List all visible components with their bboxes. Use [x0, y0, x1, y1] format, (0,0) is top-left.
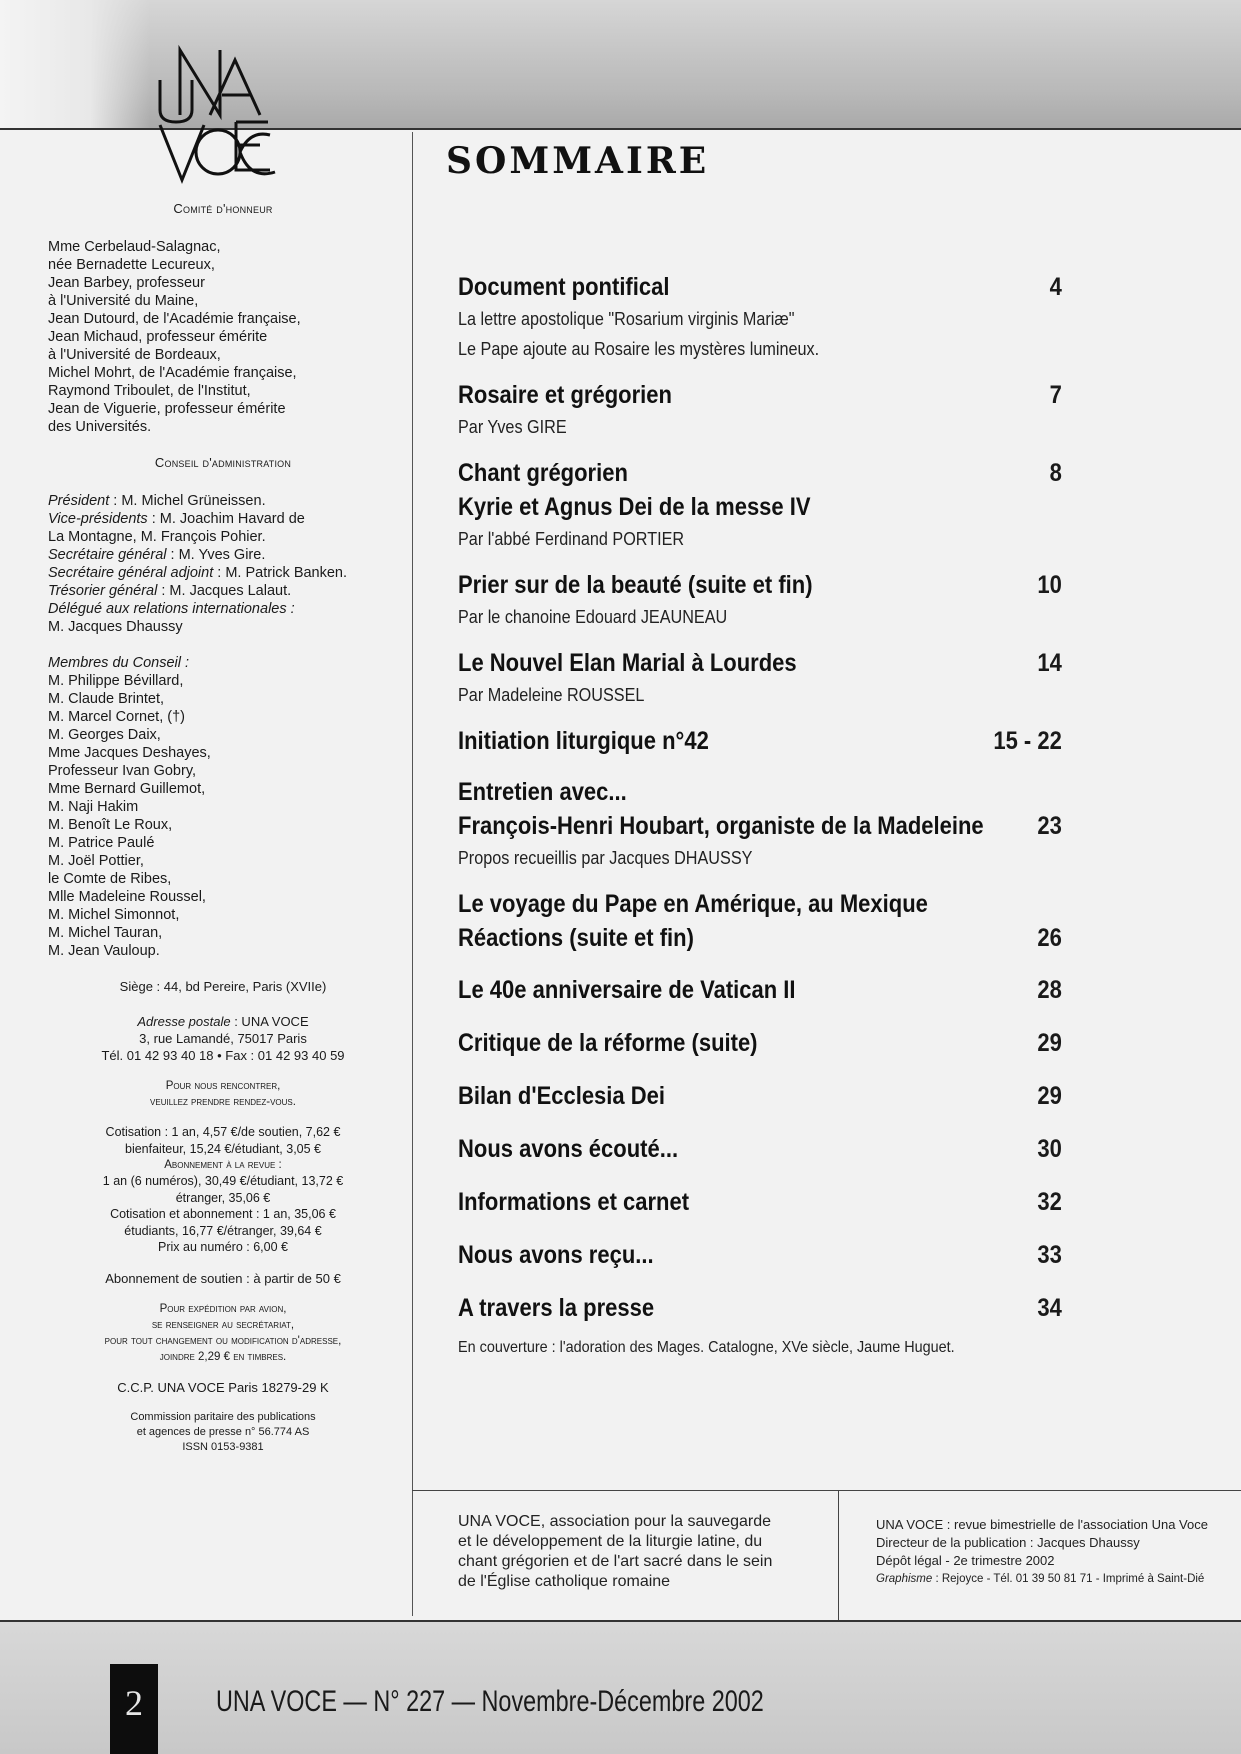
graphisme-line [876, 1570, 1236, 1588]
conseil-roles [48, 492, 398, 636]
toc-entry[interactable] [458, 887, 1062, 955]
toc-entry[interactable] [458, 1291, 1062, 1325]
association-line: de l'Église catholique romaine [458, 1573, 671, 1590]
conseil-heading: Conseil d'administration [154, 455, 292, 470]
cotisation-line: bienfaiteur, 15,24 €/étudiant, 3,05 € [125, 1141, 321, 1156]
toc-entry[interactable] [458, 724, 1062, 758]
toc-entry-page: 33 [1037, 1241, 1062, 1269]
role-line [48, 546, 398, 564]
toc-entry-page: 23 [1037, 812, 1062, 840]
membre-line: M. Benoît Le Roux, [48, 817, 173, 833]
footer-issue: UNA VOCE — N° 227 — Novembre-Décembre 2002 [216, 1685, 764, 1718]
page-number: 2 [110, 1664, 158, 1754]
toc-entry-title: Entretien avec... [458, 778, 627, 806]
toc-entry[interactable] [458, 646, 1062, 710]
comite-line: Michel Mohrt, de l'Académie française, [48, 365, 297, 381]
toc-entry-title: Initiation liturgique n°42 [458, 727, 709, 755]
toc-entry-page: 14 [1037, 649, 1062, 677]
cotisation-line: Cotisation et abonnement : 1 an, 35,06 € [110, 1207, 336, 1221]
role-label: Secrétaire général [48, 547, 167, 563]
ccp: C.C.P. UNA VOCE Paris 18279-29 K [117, 1379, 329, 1395]
membre-line: M. Joël Pottier, [48, 853, 144, 869]
toc-entry-title: Prier sur de la beauté (suite et fin) [458, 571, 813, 599]
depot-legal: Dépôt légal - 2e trimestre 2002 [876, 1553, 1055, 1568]
toc-entry-page: 26 [1037, 924, 1062, 952]
membre-line: Professeur Ivan Gobry, [48, 763, 197, 779]
toc-entry-title-2: François-Henri Houbart, organiste de la Madeleine [458, 812, 984, 840]
membre-line: M. Michel Simonnot, [48, 907, 180, 923]
role-line [48, 600, 398, 618]
toc-entry-page: 30 [1037, 1135, 1062, 1163]
cotisation-block [48, 1124, 398, 1256]
una-voce-logo [140, 40, 320, 190]
membre-line: Mlle Madeleine Roussel, [48, 889, 206, 905]
box-divider [838, 1490, 839, 1620]
toc-entry[interactable] [458, 1132, 1062, 1166]
toc-entry-title: Le Nouvel Elan Marial à Lourdes [458, 649, 797, 677]
toc-entry-title: Le 40e anniversaire de Vatican II [458, 976, 796, 1004]
comite-heading: Comité d'honneur [173, 201, 273, 216]
membre-line: M. Marcel Cornet, (†) [48, 709, 185, 725]
toc-entry-subtitle: Par Yves GIRE [458, 417, 567, 437]
publication-director: Directeur de la publication : Jacques Dhaussy [876, 1535, 1140, 1550]
toc-entry-title: Bilan d'Ecclesia Dei [458, 1082, 665, 1110]
publication-name: UNA VOCE [876, 1517, 944, 1532]
expedition-block [48, 1301, 398, 1365]
toc-entry[interactable] [458, 1185, 1062, 1219]
role-line [48, 582, 398, 600]
toc-entry-page: 29 [1037, 1082, 1062, 1110]
role-label: Secrétaire général adjoint [48, 565, 214, 581]
membre-line: M. Georges Daix, [48, 727, 161, 743]
toc-entry[interactable] [458, 1238, 1062, 1272]
cotisation-line: 1 an (6 numéros), 30,49 €/étudiant, 13,72 € [102, 1174, 344, 1188]
soutien: Abonnement de soutien : à partir de 50 € [105, 1270, 341, 1286]
toc-entry-title: Informations et carnet [458, 1188, 690, 1216]
role-name: : M. Michel Grüneissen. [109, 493, 266, 509]
top-band-fade [0, 0, 150, 130]
toc-entry-subtitle: Le Pape ajoute au Rosaire les mystères lumineux. [458, 339, 820, 359]
toc-entry-subtitle: Par l'abbé Ferdinand PORTIER [458, 529, 685, 549]
expedition-line: Pour expédition par avion, [159, 1302, 287, 1315]
comite-line: Raymond Triboulet, de l'Institut, [48, 383, 251, 399]
comite-line: Jean Barbey, professeur [48, 275, 205, 291]
toc-entry-page: 29 [1037, 1029, 1062, 1057]
toc-entry-subtitle: La lettre apostolique "Rosarium virginis Mariæ" [458, 309, 795, 329]
graphisme-text: : Rejoyce - Tél. 01 39 50 81 71 - Imprimé à Saint-Dié [932, 1573, 1205, 1585]
toc-entry[interactable] [458, 973, 1062, 1007]
cover-note: En couverture : l'adoration des Mages. Catalogne, XVe siècle, Jaume Huguet. [458, 1339, 955, 1356]
toc-entry[interactable] [458, 1026, 1062, 1060]
siege: Siège : 44, bd Pereire, Paris (XVIIe) [119, 979, 327, 994]
association-line: chant grégorien et de l'art sacré dans le sein [458, 1553, 773, 1570]
rencontrer-block [48, 1078, 398, 1110]
adresse-block [48, 1013, 398, 1064]
role-line [48, 510, 398, 528]
toc-entry-title: A travers la presse [458, 1294, 655, 1322]
toc-entry[interactable] [458, 568, 1062, 632]
toc-entry-page: 4 [1049, 273, 1062, 301]
toc-entry-page: 34 [1037, 1294, 1062, 1322]
toc-entry[interactable] [458, 378, 1062, 442]
cotisation-line: étudiants, 16,77 €/étranger, 39,64 € [124, 1223, 322, 1238]
role-name: M. Jacques Dhaussy [48, 619, 183, 635]
toc-entry-subtitle: Propos recueillis par Jacques DHAUSSY [458, 848, 753, 868]
toc-entry[interactable] [458, 775, 1062, 873]
membre-line: Mme Jacques Deshayes, [48, 745, 211, 761]
membres-heading: Membres du Conseil : [48, 655, 190, 671]
toc-entry-page: 15 - 22 [993, 727, 1062, 755]
comite-line: des Universités. [48, 419, 152, 435]
expedition-line: se renseigner au secrétariat, [151, 1318, 295, 1331]
sommaire-title: SOMMAIRE [446, 140, 710, 182]
adresse-label: Adresse postale [137, 1014, 231, 1029]
toc-entry-title: Chant grégorien [458, 459, 628, 487]
role-name: : M. Joachim Havard de [147, 511, 305, 527]
membre-line: M. Patrice Paulé [48, 835, 155, 851]
left-column [48, 200, 398, 1455]
graphisme-label: Graphisme [876, 1573, 933, 1585]
role-line [48, 528, 398, 546]
publication-line [876, 1516, 1236, 1534]
toc-entry-title: Critique de la réforme (suite) [458, 1029, 758, 1057]
role-line [48, 618, 398, 636]
toc-entry-page: 8 [1049, 459, 1062, 487]
role-name: : M. Jacques Lalaut. [157, 583, 292, 599]
comite-line: Jean Michaud, professeur émérite [48, 329, 268, 345]
toc-entry-title: Nous avons écouté... [458, 1135, 679, 1163]
rencontrer-line: veuillez prendre rendez-vous. [150, 1096, 296, 1108]
box-rule [412, 1490, 1241, 1491]
toc-entry[interactable] [458, 456, 1062, 554]
role-name: : M. Yves Gire. [166, 547, 266, 563]
commission-line: ISSN 0153-9381 [182, 1440, 264, 1453]
toc-entry-page: 28 [1037, 976, 1062, 1004]
toc-entry-subtitle: Par le chanoine Edouard JEAUNEAU [458, 607, 728, 627]
role-line [48, 564, 398, 582]
comite-line: Jean Dutourd, de l'Académie française, [48, 311, 301, 327]
adresse-street: 3, rue Lamandé, 75017 Paris [139, 1031, 307, 1046]
comite-line: née Bernadette Lecureux, [48, 257, 215, 273]
toc-entry[interactable] [458, 1079, 1062, 1113]
role-label: Trésorier général [48, 583, 158, 599]
expedition-line: pour tout changement ou modification d'adresse, [104, 1334, 342, 1347]
comite-line: à l'Université de Bordeaux, [48, 347, 221, 363]
commission-line: Commission paritaire des publications [130, 1410, 316, 1423]
toc-entry[interactable] [458, 270, 1062, 364]
toc-entry-title-2: Réactions (suite et fin) [458, 924, 694, 952]
membre-line: M. Claude Brintet, [48, 691, 165, 707]
commission-line: et agences de presse n° 56.774 AS [136, 1425, 310, 1438]
rencontrer-line: Pour nous rencontrer, [165, 1080, 281, 1092]
role-label: Vice-présidents [48, 511, 148, 527]
toc-entry-subtitle: Par Madeleine ROUSSEL [458, 685, 645, 705]
table-of-contents [458, 270, 1062, 1359]
expedition-line: joindre 2,29 € en timbres. [159, 1350, 287, 1363]
membre-line: M. Michel Tauran, [48, 925, 163, 941]
toc-entry-page: 10 [1037, 571, 1062, 599]
toc-entry-title-2: Kyrie et Agnus Dei de la messe IV [458, 493, 811, 521]
toc-entry-title: Le voyage du Pape en Amérique, au Mexique [458, 890, 928, 918]
cotisation-line: Prix au numéro : 6,00 € [158, 1240, 288, 1254]
comite-line: Mme Cerbelaud-Salagnac, [48, 239, 221, 255]
comite-line: à l'Université du Maine, [48, 293, 199, 309]
role-name: La Montagne, M. François Pohier. [48, 529, 266, 545]
membres-list [48, 654, 398, 960]
membre-line: M. Jean Vauloup. [48, 943, 160, 959]
telephone: Tél. 01 42 93 40 18 • Fax : 01 42 93 40 59 [101, 1048, 345, 1063]
toc-entry-title: Rosaire et grégorien [458, 381, 672, 409]
association-description [458, 1512, 818, 1592]
comite-list [48, 238, 398, 436]
toc-entry-page: 32 [1037, 1188, 1062, 1216]
column-divider [412, 132, 413, 1616]
role-label: Président [48, 493, 110, 509]
cotisation-line: Abonnement à la revue : [164, 1159, 282, 1171]
toc-entry-title: Document pontifical [458, 273, 670, 301]
role-label: Délégué aux relations internationales : [48, 601, 295, 617]
role-line [48, 492, 398, 510]
cotisation-line: étranger, 35,06 € [175, 1190, 271, 1205]
role-name: : M. Patrick Banken. [213, 565, 348, 581]
membre-line: M. Naji Hakim [48, 799, 139, 815]
publication-info [876, 1516, 1236, 1588]
association-line: et le développement de la liturgie latine, du [458, 1533, 763, 1550]
membre-line: M. Philippe Bévillard, [48, 673, 184, 689]
publication-desc: : revue bimestrielle de l'association Una Voce [943, 1517, 1208, 1532]
membre-line: Mme Bernard Guillemot, [48, 781, 206, 797]
toc-entry-page: 7 [1049, 381, 1062, 409]
commission-block [48, 1410, 398, 1455]
comite-line: Jean de Viguerie, professeur émérite [48, 401, 286, 417]
toc-entry-title: Nous avons reçu... [458, 1241, 654, 1269]
cotisation-line: Cotisation : 1 an, 4,57 €/de soutien, 7,62 € [105, 1125, 341, 1139]
association-line: UNA VOCE, association pour la sauvegarde [458, 1513, 772, 1530]
adresse-name: : UNA VOCE [230, 1014, 309, 1029]
adresse-line [48, 1013, 398, 1030]
membre-line: le Comte de Ribes, [48, 871, 172, 887]
